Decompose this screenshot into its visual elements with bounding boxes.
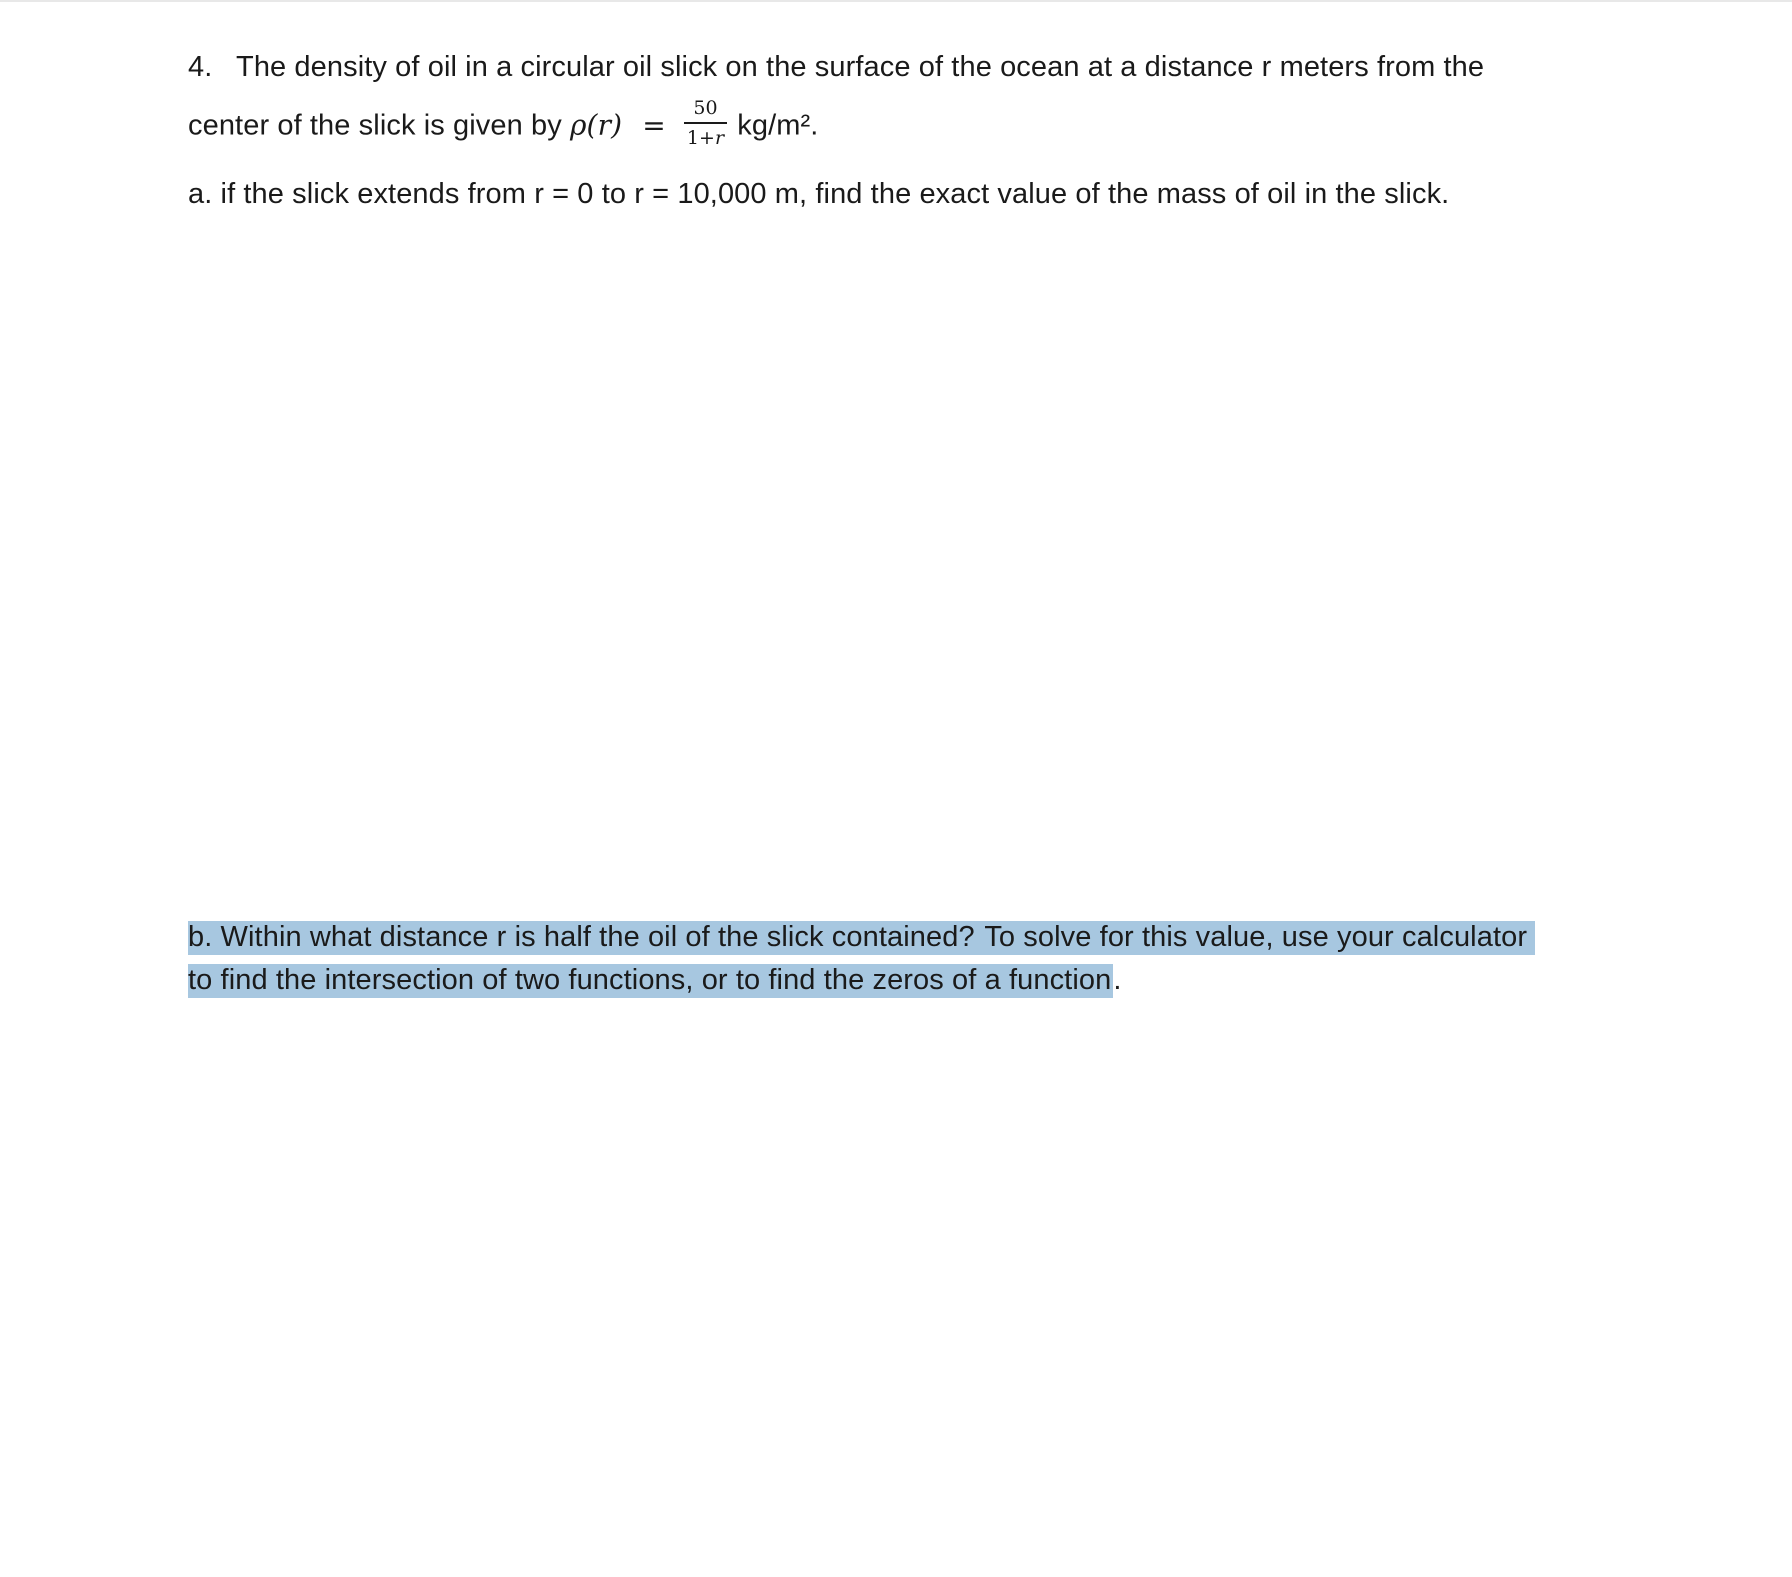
page-top-border xyxy=(0,0,1792,2)
question-4-line-1 xyxy=(188,50,1484,84)
part-b-instruction-highlighted[interactable]: To solve for this value, use your calculator xyxy=(977,921,1535,955)
part-b-instruction-continued-highlighted[interactable]: to find the intersection of two functions, or to find the zeros of a function xyxy=(188,964,1112,996)
density-function: ρ(r) xyxy=(570,108,623,142)
density-fraction xyxy=(684,97,727,149)
part-a xyxy=(188,177,1449,211)
part-b-line-1 xyxy=(188,920,1535,954)
density-units: kg/m². xyxy=(737,109,819,142)
equals-sign: = xyxy=(642,108,666,142)
question-4-stem: The density of oil in a circular oil slick on the surface of the ocean at a distance r meters from the xyxy=(236,51,1485,83)
question-4-stem-continued: center of the slick is given by xyxy=(188,109,562,142)
variable-r: r xyxy=(715,127,725,149)
part-b-line-2 xyxy=(188,963,1122,997)
part-b-period: . xyxy=(1113,964,1122,996)
fraction-denominator: 1+r xyxy=(686,127,725,149)
question-number: 4. xyxy=(188,51,213,83)
part-a-text: a. if the slick extends from r = 0 to r = 10,000 m, find the exact value of the mass of oil in the slick. xyxy=(188,178,1450,210)
question-4-line-2 xyxy=(188,97,819,153)
part-b-question-highlighted[interactable]: b. Within what distance r is half the oil of the slick contained? xyxy=(188,921,975,953)
fraction-numerator: 50 xyxy=(684,97,727,124)
